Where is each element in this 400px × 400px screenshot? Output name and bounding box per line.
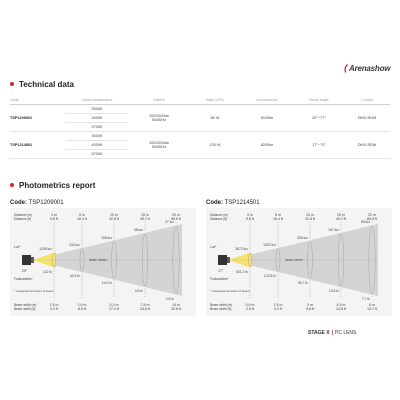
lux-label: Lux* [14, 245, 21, 249]
hz-value: 50/60Hz [151, 144, 167, 149]
colour-temp: 4000K [66, 140, 128, 149]
beam-width-label: Beam width (m) [14, 303, 37, 307]
distance-value: 16.4 ft [77, 217, 87, 221]
lux-value: 434 lux [69, 243, 80, 247]
distance-value: 15 m [141, 213, 149, 217]
code-key: Code: [10, 200, 27, 206]
colour-temp: 3000K [66, 131, 128, 140]
volt-value: 100/240Vac [149, 113, 169, 118]
volt-cell [128, 131, 190, 158]
beam-width-value: 4.5 m [336, 303, 346, 307]
column-header: Code [10, 96, 66, 104]
column-header: Colour temperature [66, 96, 128, 104]
column-header: Luminous flux [240, 96, 294, 104]
distance-value: 20 m [172, 213, 180, 217]
distance-value: 10 m [306, 213, 314, 217]
section-title: Photometrics report [19, 180, 96, 190]
beam-angle-label: 17° [218, 269, 224, 273]
beam-width-value: 10 m [172, 303, 180, 307]
footcandles-label: Footcandles* [14, 277, 33, 281]
distance-label: Distance (ft) [14, 217, 32, 221]
distance-value: 32.8 ft [109, 217, 119, 221]
watt-value: 80 W [190, 104, 240, 131]
footcandle-value: 4.5 fc [134, 289, 143, 293]
footcandle-value: 122.8 fc [263, 274, 276, 278]
beam-width-value: 14.8 ft [336, 307, 346, 311]
footcandle-value: 341.2 fc [235, 270, 248, 274]
footer-separator: | [331, 330, 333, 336]
measured-note: * measured at center of beam [14, 289, 54, 293]
distance-value: 15 m [337, 213, 345, 217]
beam-width-value: 5.2 m [109, 303, 119, 307]
brand-logo [344, 63, 394, 75]
photometrics-heading [10, 179, 95, 191]
report-code-label [206, 200, 260, 206]
footcandle-value: 40.3 fc [69, 274, 80, 278]
technical-data-table [10, 96, 390, 159]
control-value: DMX-RDM [344, 131, 390, 158]
lux-value: 48 lux [133, 228, 143, 232]
colour-temp: 4000K [66, 113, 128, 122]
beam-width-value: 4.9 ft [274, 307, 282, 311]
beam-center-label: beam center [89, 258, 107, 263]
lux-value: 108 lux [101, 236, 112, 240]
lux-value: 1205 lux [39, 247, 52, 251]
beam-width-value: 0.9 m [245, 303, 255, 307]
beam-width-value: 19.7 ft [367, 307, 377, 311]
code-key: Code: [206, 200, 223, 206]
beam-width-value: 1.5 m [49, 303, 59, 307]
lux-value: 3672 lux [235, 247, 248, 251]
beam-width-value: 2.9 ft [246, 307, 254, 311]
colour-temp: 5700K [66, 122, 128, 131]
logo-text: Arenashow [349, 64, 391, 73]
beam-width-label: Beam width (ft) [210, 307, 232, 311]
column-header: Control [344, 96, 390, 104]
volt-cell [128, 104, 190, 131]
distance-value: 65.6 ft [171, 217, 181, 221]
footcandle-value: 112 fc [43, 270, 52, 274]
distance-value: 5 m [275, 213, 281, 217]
distance-value: 3 m [247, 213, 253, 217]
flux-value: 8200lm [240, 131, 294, 158]
beam-width-value: 4.9 ft [50, 307, 58, 311]
distance-label: Distance (ft) [210, 217, 228, 221]
distance-value: 10 m [110, 213, 118, 217]
beam-width-value: 8.5 ft [78, 307, 86, 311]
distance-value: 49.2 ft [140, 217, 150, 221]
hz-value: 50/60Hz [151, 117, 167, 122]
distance-value: 32.8 ft [305, 217, 315, 221]
footcandle-value: 13.6 fc [328, 289, 339, 293]
beam-width-value: 17.1 ft [109, 307, 119, 311]
beam-angle-label: 29° [22, 269, 28, 273]
lux-value: 27 lux [164, 220, 174, 224]
fixture-icon [218, 255, 227, 265]
bullet-dot-icon [10, 82, 14, 86]
footer-product: PC LENS [334, 330, 357, 336]
lux-value: 147 lux [328, 228, 339, 232]
footcandle-value: 30.7 fc [297, 281, 308, 285]
beam-width-value: 3 m [307, 303, 313, 307]
distance-label: Distance (m) [14, 213, 33, 217]
measured-note: * measured at center of beam [210, 289, 250, 293]
beam-width-value: 9.8 ft [306, 307, 314, 311]
distance-value: 3 m [51, 213, 57, 217]
code-value: TSP1214501 [224, 200, 260, 206]
lux-value: 83 lux [360, 220, 370, 224]
beam-width-value: 2.6 m [77, 303, 87, 307]
watt-value: 130 W [190, 131, 240, 158]
footcandles-label: Footcandles* [210, 277, 229, 281]
bullet-dot-icon [10, 183, 14, 187]
distance-label: Distance (m) [210, 213, 229, 217]
product-code: TSP1214501 [10, 131, 66, 158]
control-value: DMX-RDM [344, 104, 390, 131]
photometric-diagram [10, 208, 196, 316]
distance-value: 49.2 ft [336, 217, 346, 221]
fixture-icon [22, 255, 31, 265]
footcandle-value: 7.7 fc [361, 297, 370, 301]
colour-temp: 5700K [66, 149, 128, 158]
flux-value: 5100lm [240, 104, 294, 131]
column-header: Watt (LED) [190, 96, 240, 104]
beam-width-value: 7.8 m [140, 303, 150, 307]
beam-width-value: 25.6 ft [140, 307, 150, 311]
photometric-diagram [206, 208, 392, 316]
lux-label: Lux* [210, 245, 217, 249]
volt-value: 100/240Vac [149, 140, 169, 145]
column-header: Volt/Hz [128, 96, 190, 104]
footer-product-label [308, 330, 356, 336]
distance-value: 9.8 ft [246, 217, 254, 221]
logo-swoosh-icon [344, 64, 348, 73]
footer-model: STAGE X [308, 330, 330, 336]
distance-value: 16.4 ft [273, 217, 283, 221]
beam-width-value: 6 m [369, 303, 375, 307]
colour-temp: 3000K [66, 104, 128, 113]
beam-width-value: 32.8 ft [171, 307, 181, 311]
beam-width-label: Beam width (ft) [14, 307, 36, 311]
distance-value: 9.8 ft [50, 217, 58, 221]
beam-angle-value: 29°~77° [294, 104, 344, 131]
report-code-label [10, 200, 64, 206]
footcandle-value: 2.5 fc [165, 297, 174, 301]
product-code: TSP1209001 [10, 104, 66, 131]
column-header: Beam angle [294, 96, 344, 104]
footcandle-value: 10.0 fc [101, 281, 112, 285]
distance-value: 20 m [368, 213, 376, 217]
table-row [10, 104, 390, 113]
table-row [10, 131, 390, 140]
beam-width-label: Beam width (m) [210, 303, 233, 307]
beam-center-label: beam center [285, 258, 303, 263]
table-header-row [10, 96, 390, 104]
beam-width-value: 1.5 m [273, 303, 283, 307]
beam-angle-value: 17°~70° [294, 131, 344, 158]
technical-data-heading [10, 78, 74, 90]
section-title: Technical data [19, 79, 74, 89]
distance-value: 5 m [79, 213, 85, 217]
code-value: TSP1209001 [28, 200, 64, 206]
distance-value: 65.6 ft [367, 217, 377, 221]
lux-value: 330 lux [297, 236, 308, 240]
lux-value: 1322 lux [263, 243, 276, 247]
